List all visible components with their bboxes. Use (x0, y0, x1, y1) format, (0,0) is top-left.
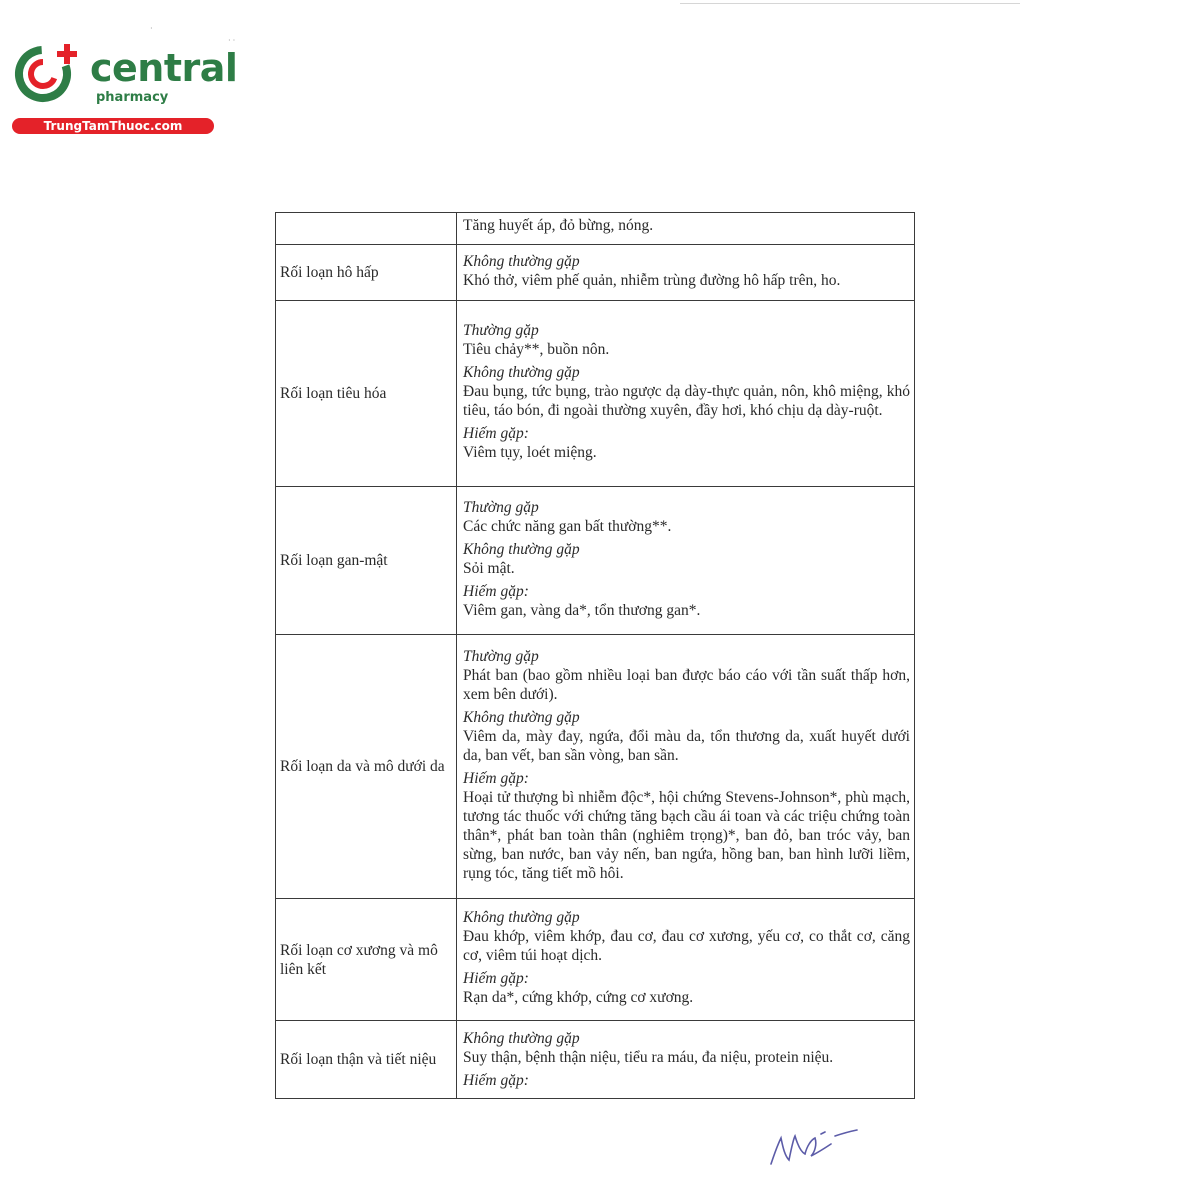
category-cell: Rối loạn cơ xương và mô liên kết (276, 899, 457, 1021)
effects-text: Hoại tử thượng bì nhiễm độc*, hội chứng Stevens-Johnson*, phù mạch, tương tác thuốc với chứng tăng bạch cầu ái toan và các triệu chứng toàn thân*, phát ban toàn thân (nghiêm trọng)*, ban đỏ, ban tróc vảy, ban sừng, ban nước, ban vảy nến, ban ngứa, hồng ban, ban hình lưỡi liềm, rụng tóc, tăng tiết mồ hôi. (463, 788, 910, 882)
table-body (276, 213, 915, 1099)
frequency-label: Không thường gặp (463, 1030, 580, 1047)
scan-top-line (680, 3, 1020, 4)
frequency-label: Hiếm gặp: (463, 1072, 529, 1089)
effects-cell (457, 213, 915, 245)
frequency-label: Hiếm gặp: (463, 425, 529, 442)
effects-cell (457, 487, 915, 635)
category-cell: Rối loạn tiêu hóa (276, 301, 457, 487)
frequency-label: Hiếm gặp: (463, 582, 529, 600)
logo-subtitle: pharmacy (96, 90, 169, 105)
adverse-effects-table (275, 212, 915, 1099)
effects-cell (457, 245, 915, 301)
effects-cell (457, 1021, 915, 1099)
table-row (276, 301, 915, 487)
logo-url-badge[interactable]: TrungTamThuoc.com (12, 118, 214, 134)
effects-cell (457, 635, 915, 899)
table-row (276, 899, 915, 1021)
effects-text: Khó thở, viêm phế quản, nhiễm trùng đường hô hấp trên, ho. (463, 271, 841, 289)
frequency-label: Hiếm gặp: (463, 970, 529, 987)
frequency-label: Hiếm gặp: (463, 769, 529, 787)
table-row (276, 245, 915, 301)
frequency-label: Thường gặp (463, 322, 539, 339)
category-cell: Rối loạn hô hấp (276, 245, 457, 301)
frequency-label: Thường gặp (463, 498, 539, 516)
effects-text: Viêm gan, vàng da*, tổn thương gan*. (463, 601, 701, 619)
table-row (276, 635, 915, 899)
scan-speck: · · (228, 36, 236, 45)
logo-wordmark: central (90, 46, 238, 90)
frequency-label: Không thường gặp (463, 364, 580, 381)
effects-cell (457, 899, 915, 1021)
effects-text: Đau bụng, tức bụng, trào ngược dạ dày-thực quản, nôn, khô miệng, khó tiêu, táo bón, đi ngoài thường xuyên, đầy hơi, khó chịu dạ dày-ruột. (463, 383, 910, 419)
category-cell: Rối loạn thận và tiết niệu (276, 1021, 457, 1099)
effects-text: Suy thận, bệnh thận niệu, tiểu ra máu, đa niệu, protein niệu. (463, 1049, 834, 1066)
effects-text: Phát ban (bao gồm nhiều loại ban được báo cáo với tần suất thấp hơn, xem bên dưới). (463, 666, 910, 703)
table-row (276, 1021, 915, 1099)
effects-cell (457, 301, 915, 487)
table-row (276, 213, 915, 245)
frequency-label: Thường gặp (463, 647, 539, 665)
effects-text: Viêm da, mày đay, ngứa, đổi màu da, tổn thương da, xuất huyết dưới da, ban vết, ban sần vòng, ban sần. (463, 727, 910, 764)
effects-text: Đau khớp, viêm khớp, đau cơ, đau cơ xương, yếu cơ, co thắt cơ, căng cơ, viêm túi hoạt dịch. (463, 928, 910, 964)
effects-text: Các chức năng gan bất thường**. (463, 517, 672, 535)
frequency-label: Không thường gặp (463, 540, 580, 558)
effects-text: Rạn da*, cứng khớp, cứng cơ xương. (463, 989, 694, 1006)
frequency-label: Không thường gặp (463, 708, 580, 726)
effects-text: Viêm tụy, loét miệng. (463, 444, 597, 461)
logo-mark-icon (12, 38, 82, 108)
category-cell: Rối loạn da và mô dưới da (276, 635, 457, 899)
category-cell: Rối loạn gan-mật (276, 487, 457, 635)
effects-text: Tăng huyết áp, đỏ bừng, nóng. (463, 217, 654, 234)
frequency-label: Không thường gặp (463, 909, 580, 926)
category-cell (276, 213, 457, 245)
effects-text: Tiêu chảy**, buồn nôn. (463, 341, 610, 358)
effects-text: Sỏi mật. (463, 559, 515, 577)
table-row (276, 487, 915, 635)
scan-speck: · (150, 24, 153, 33)
frequency-label: Không thường gặp (463, 252, 580, 270)
handwritten-signature (765, 1122, 865, 1172)
central-pharmacy-logo[interactable] (8, 38, 238, 138)
